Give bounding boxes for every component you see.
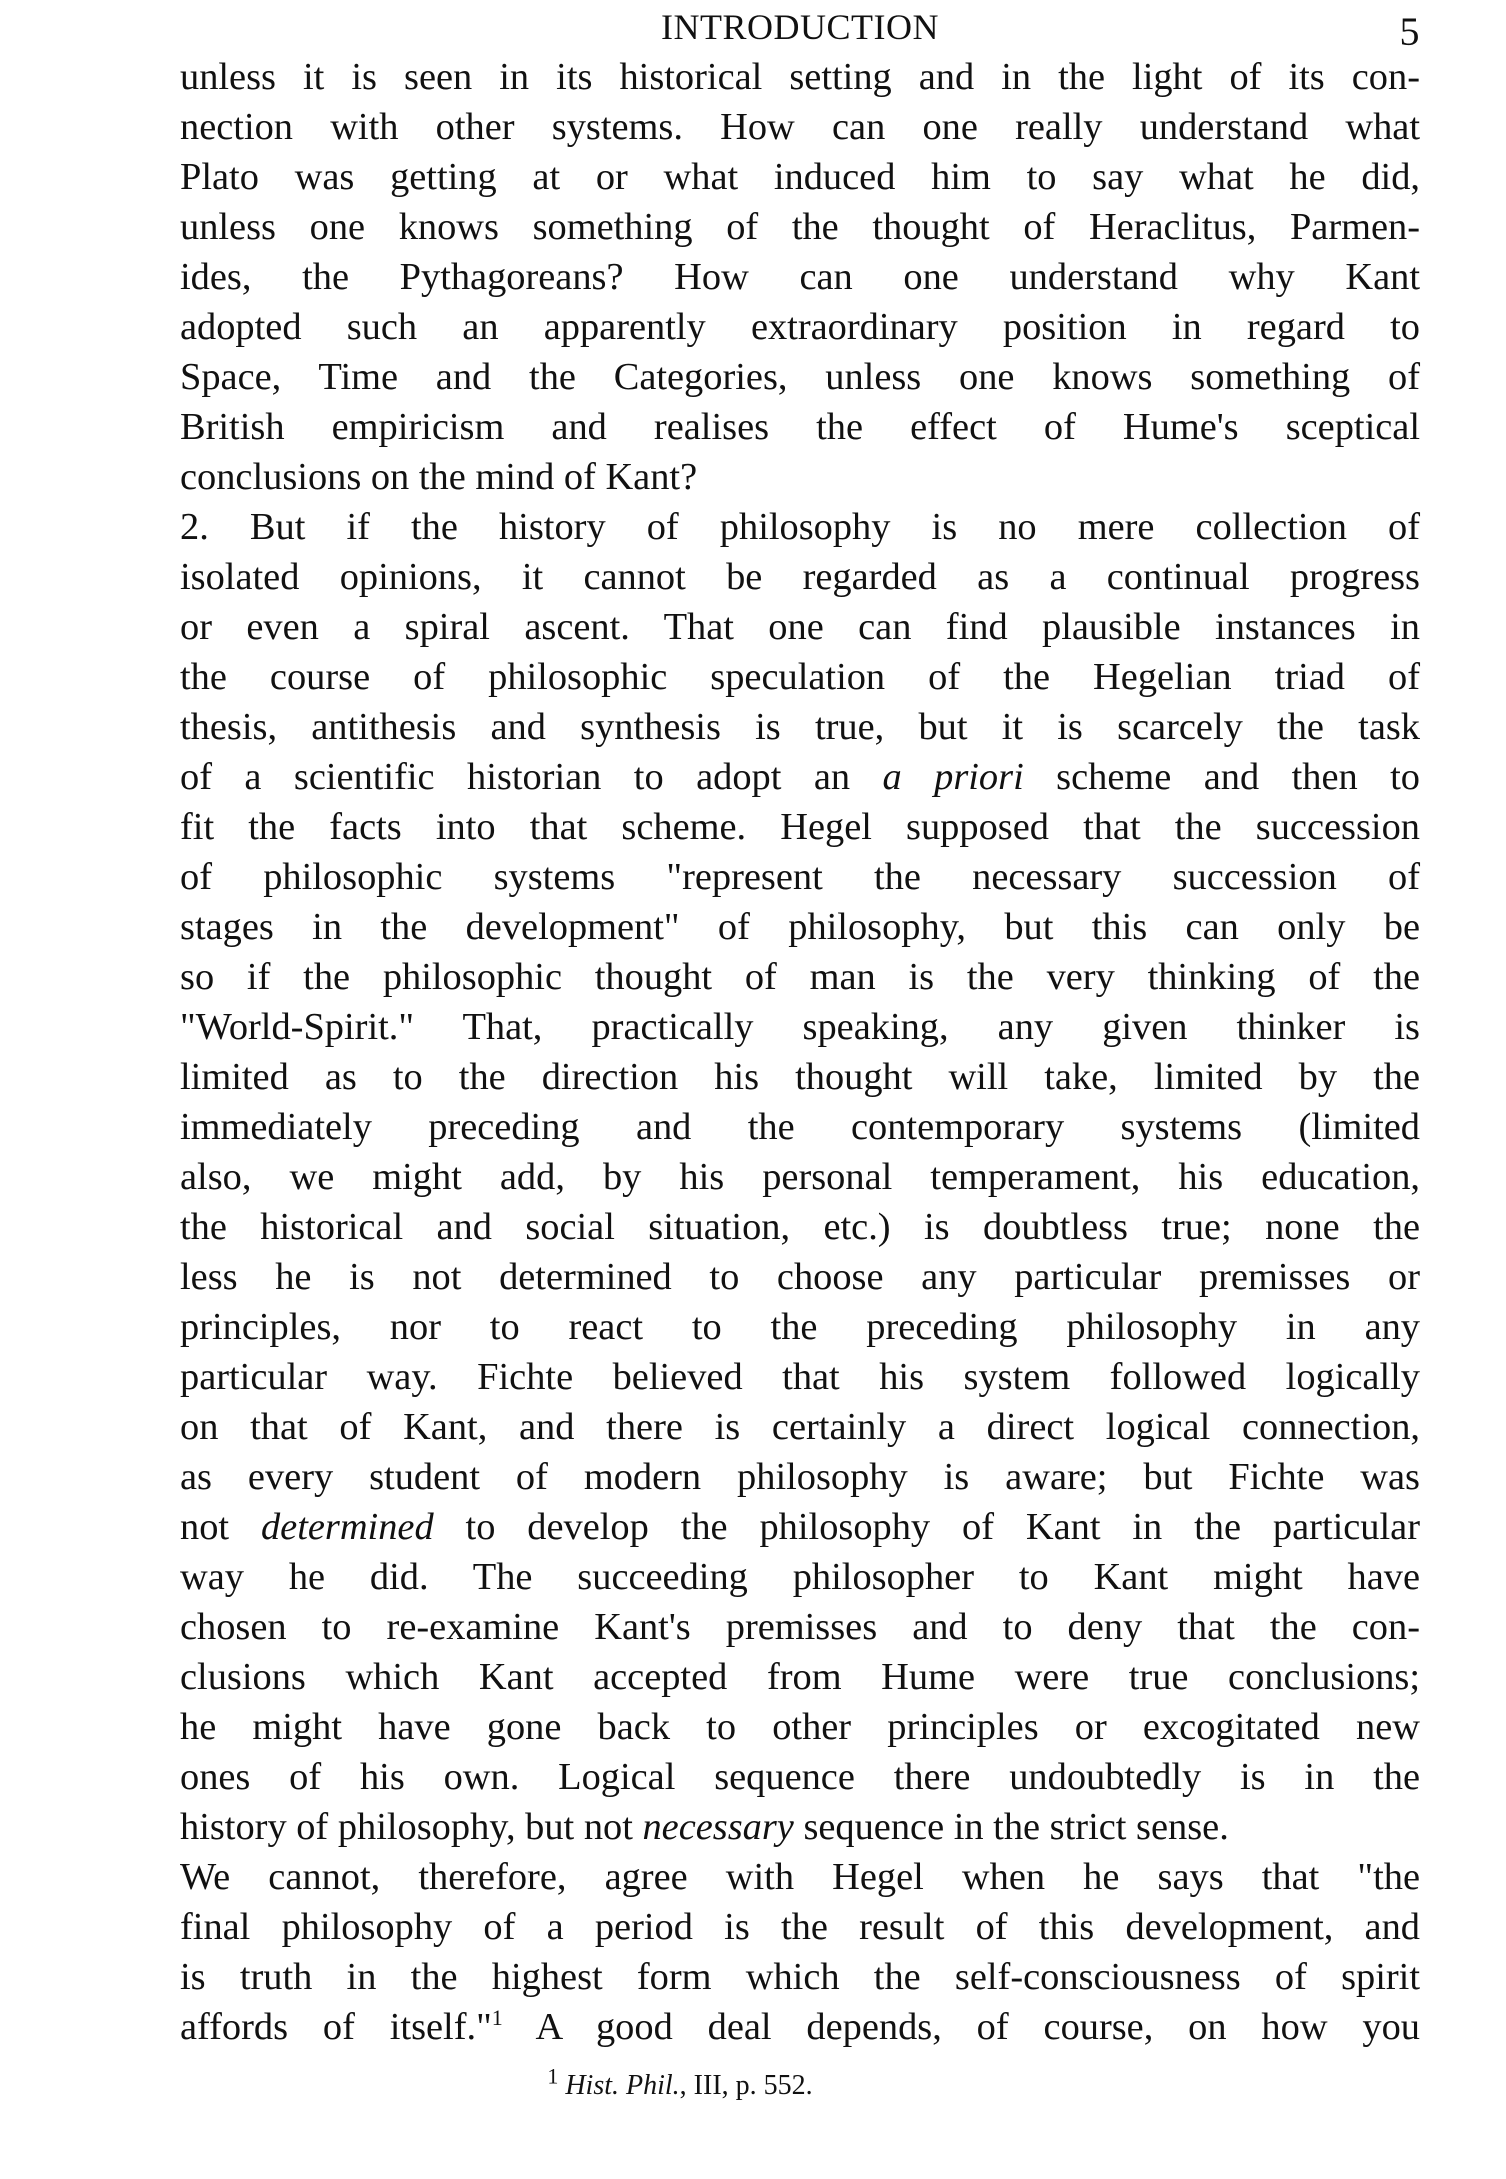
text-line-with-italic: [180, 752, 1420, 802]
text-line: Plato was getting at or what induced him to say what he did,: [180, 156, 1420, 198]
running-header: [180, 0, 1420, 52]
footnote-mark: 1: [547, 2063, 559, 2089]
line-text: affords of itself.": [180, 2006, 492, 2048]
text-line: of philosophic systems "represent the necessary succession of: [180, 856, 1420, 898]
line-text: to develop the philosophy of Kant in the particular: [433, 1506, 1420, 1548]
italic-necessary: necessary: [642, 1806, 794, 1848]
text-line: We cannot, therefore, agree with Hegel when he says that "the: [180, 1856, 1420, 1898]
line-text: not: [180, 1506, 261, 1548]
footnote-reference: 1: [491, 2005, 503, 2031]
text-line: 2. But if the history of philosophy is no mere collection of: [180, 506, 1420, 548]
text-line: chosen to re-examine Kant's premisses and to deny that the con-: [180, 1606, 1420, 1648]
text-line: stages in the development" of philosophy, but this can only be: [180, 906, 1420, 948]
text-line: clusions which Kant accepted from Hume were true conclusions;: [180, 1656, 1420, 1698]
text-line: principles, nor to react to the preceding philosophy in any: [180, 1306, 1420, 1348]
text-line: particular way. Fichte believed that his system followed logically: [180, 1356, 1420, 1398]
footnote-source: Hist. Phil.: [565, 2070, 680, 2101]
text-line: so if the philosophic thought of man is the very thinking of the: [180, 956, 1420, 998]
text-line: conclusions on the mind of Kant?: [180, 456, 698, 498]
text-line: or even a spiral ascent. That one can find plausible instances in: [180, 606, 1420, 648]
text-line: nection with other systems. How can one really understand what: [180, 106, 1420, 148]
text-line: ones of his own. Logical sequence there undoubtedly is in the: [180, 1756, 1420, 1798]
line-text: scheme and then to: [1023, 756, 1420, 798]
text-line: thesis, antithesis and synthesis is true, but it is scarcely the task: [180, 706, 1420, 748]
italic-a-priori: a priori: [882, 756, 1024, 798]
text-line: final philosophy of a period is the result of this development, and: [180, 1906, 1420, 1948]
text-line: unless it is seen in its historical setting and in the light of its con-: [180, 56, 1420, 98]
text-line-with-italic: [180, 1502, 1420, 1552]
chapter-title: INTRODUCTION: [661, 7, 939, 47]
text-line: limited as to the direction his thought will take, limited by the: [180, 1056, 1420, 1098]
text-line: immediately preceding and the contemporary systems (limited: [180, 1106, 1420, 1148]
text-line: he might have gone back to other principles or excogitated new: [180, 1706, 1420, 1748]
line-text: sequence in the strict sense.: [793, 1806, 1229, 1848]
text-line: way he did. The succeeding philosopher to Kant might have: [180, 1556, 1420, 1598]
italic-determined: determined: [260, 1506, 434, 1548]
text-line: ides, the Pythagoreans? How can one understand why Kant: [180, 256, 1420, 298]
footnote: [180, 2063, 1420, 2102]
text-line-with-italic: [180, 1802, 1420, 1852]
text-line: is truth in the highest form which the self-consciousness of spirit: [180, 1956, 1420, 1998]
text-line: the historical and social situation, etc.) is doubtless true; none the: [180, 1206, 1420, 1248]
text-line: unless one knows something of the thought of Heraclitus, Parmen-: [180, 206, 1420, 248]
text-line: less he is not determined to choose any particular premisses or: [180, 1256, 1420, 1298]
footnote-rest: , III, p. 552.: [679, 2070, 813, 2101]
book-page: [180, 0, 1420, 2102]
text-line-with-footnote: [180, 2002, 1420, 2052]
text-line: British empiricism and realises the effect of Hume's sceptical: [180, 406, 1420, 448]
text-line: isolated opinions, it cannot be regarded as a continual progress: [180, 556, 1420, 598]
line-text: of a scientific historian to adopt an: [180, 756, 883, 798]
text-line: as every student of modern philosophy is aware; but Fichte was: [180, 1456, 1420, 1498]
text-line: also, we might add, by his personal temperament, his education,: [180, 1156, 1420, 1198]
text-line: the course of philosophic speculation of the Hegelian triad of: [180, 656, 1420, 698]
text-line: fit the facts into that scheme. Hegel supposed that the succession: [180, 806, 1420, 848]
text-line: "World-Spirit." That, practically speaking, any given thinker is: [180, 1006, 1420, 1048]
text-line: Space, Time and the Categories, unless one knows something of: [180, 356, 1420, 398]
body-text: [180, 52, 1420, 2052]
line-text: A good deal depends, of course, on how you: [535, 2006, 1420, 2048]
line-gap: [503, 2006, 536, 2048]
text-line: adopted such an apparently extraordinary position in regard to: [180, 306, 1420, 348]
text-line: on that of Kant, and there is certainly a direct logical connection,: [180, 1406, 1420, 1448]
line-text: history of philosophy, but not: [180, 1806, 643, 1848]
page-number: 5: [1399, 9, 1420, 54]
